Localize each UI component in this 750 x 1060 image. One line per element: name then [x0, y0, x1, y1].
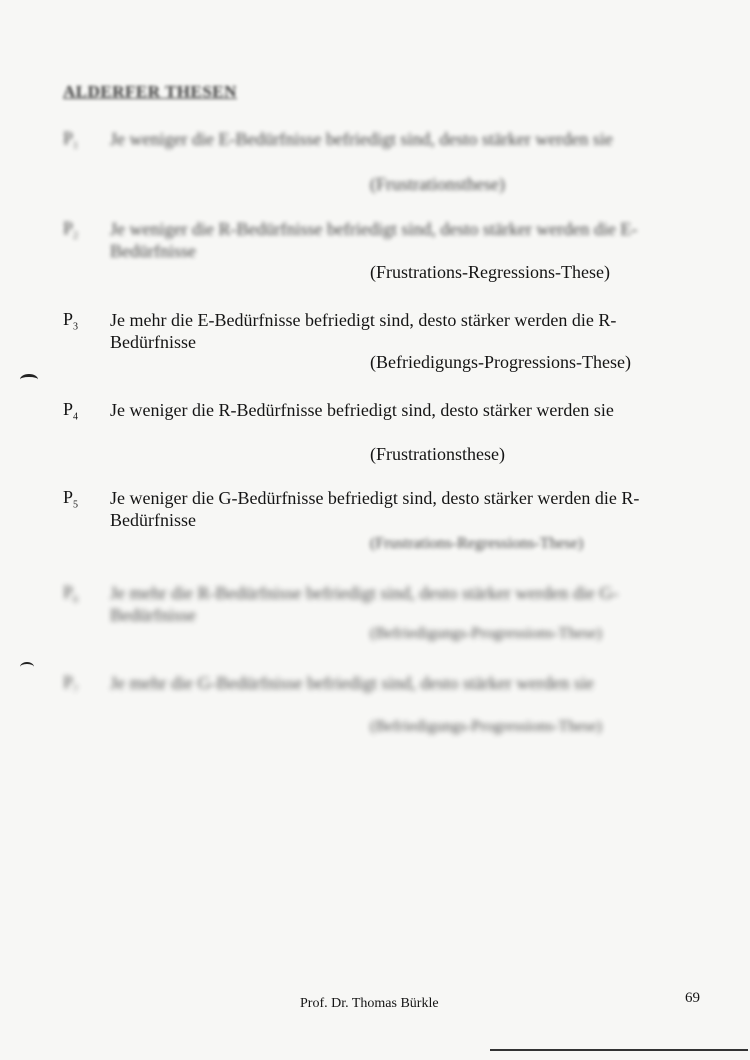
thesis-label: $P_7$ [63, 672, 79, 696]
thesis-statement: Je weniger die E-Bedürfnisse befriedigt sind, desto stärker werden sie [110, 129, 613, 149]
thesis-statement: Je mehr die R-Bedürfnisse befriedigt sind, desto stärker werden die G-Bedürfnisse [110, 583, 619, 625]
thesis-statement: Je mehr die E-Bedürfnisse befriedigt sind, desto stärker werden die R-Bedürfnisse [110, 310, 617, 352]
bottom-rule [490, 1049, 748, 1051]
page-number: 69 [685, 990, 700, 1006]
footer-author: Prof. Dr. Thomas Bürkle [300, 996, 439, 1011]
thesis-label: $P_5$ [63, 487, 79, 511]
thesis-statement: Je weniger die R-Bedürfnisse befriedigt sind, desto stärker werden sie [110, 400, 614, 420]
thesis-name: (Frustrations-Regressions-These) [370, 535, 584, 552]
thesis-statement: Je weniger die G-Bedürfnisse befriedigt sind, desto stärker werden die R-Bedürfnisse [110, 488, 640, 530]
thesis-label: $P_6$ [63, 582, 79, 606]
thesis-name: (Frustrationsthese) [370, 174, 505, 194]
thesis-label: $P_4$ [63, 399, 79, 423]
thesis-name: (Befriedigungs-Progressions-These) [370, 625, 602, 642]
thesis-name: (Befriedigungs-Progressions-These) [370, 718, 602, 735]
section-heading: ALDERFER THESEN [63, 82, 237, 101]
thesis-label: $P_2$ [63, 218, 79, 242]
thesis-statement: Je mehr die G-Bedürfnisse befriedigt sind, desto stärker werden sie [110, 673, 594, 693]
margin-mark [20, 374, 38, 385]
thesis-name: (Frustrationsthese) [370, 444, 505, 464]
thesis-name: (Frustrations-Regressions-These) [370, 262, 610, 282]
thesis-name: (Befriedigungs-Progressions-These) [370, 352, 631, 372]
thesis-label: $P_1$ [63, 128, 79, 152]
thesis-statement: Je weniger die R-Bedürfnisse befriedigt sind, desto stärker werden die E-Bedürfnisse [110, 219, 638, 261]
thesis-label: $P_3$ [63, 309, 79, 333]
margin-mark [20, 662, 34, 672]
